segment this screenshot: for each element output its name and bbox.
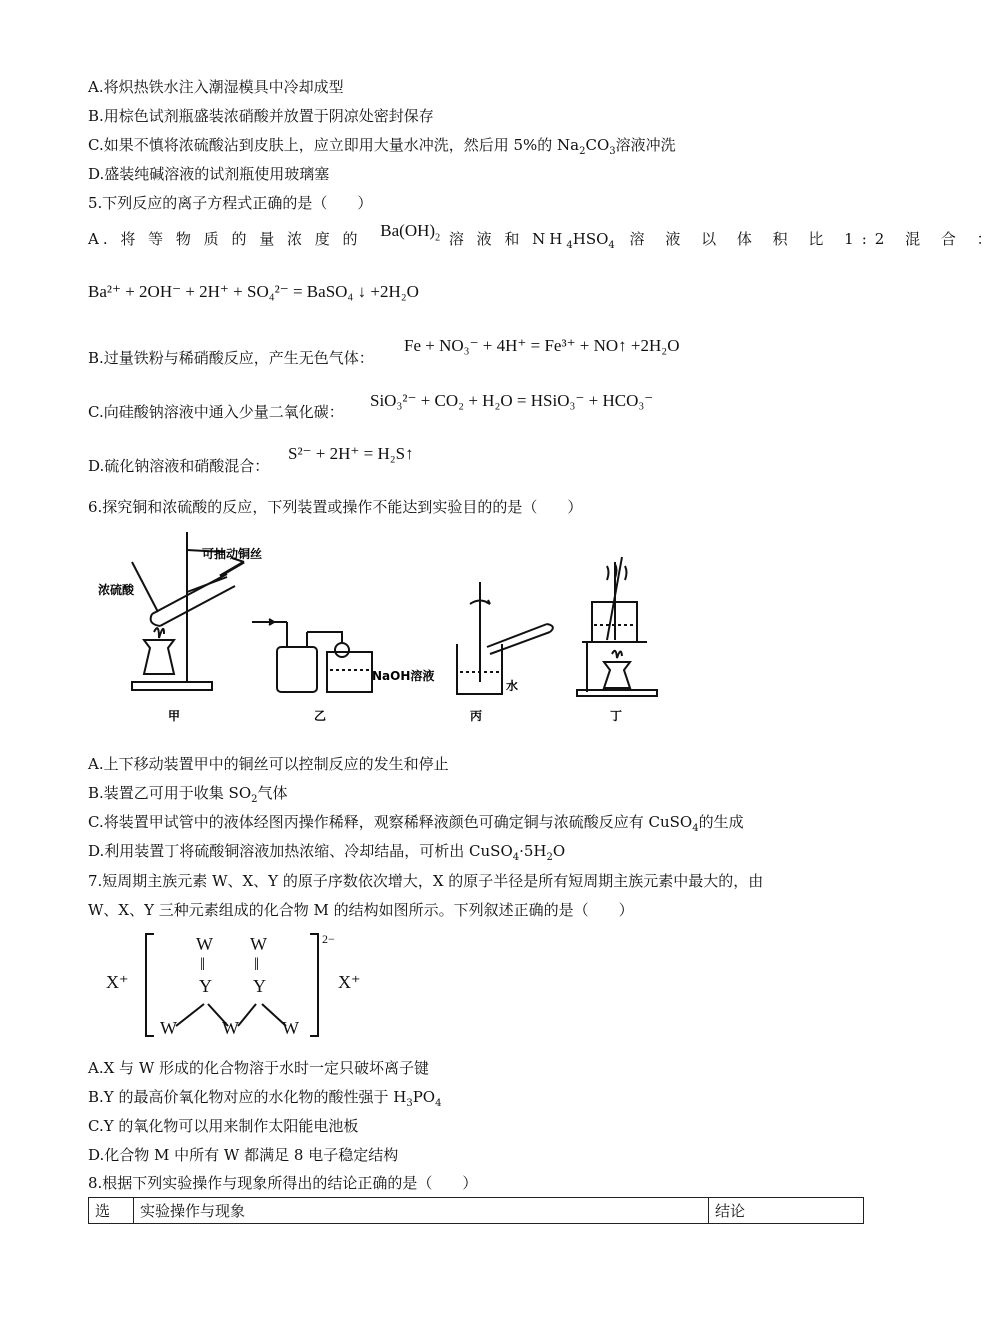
label-yi: 乙 (314, 709, 327, 723)
q4-option-a: A.将炽热铁水注入潮湿模具中冷却成型 (88, 78, 344, 96)
q6-option-a: A.上下移动装置甲中的铜丝可以控制反应的发生和停止 (88, 755, 449, 773)
label-naoh: NaOH溶液 (372, 669, 435, 683)
q4-option-b: B.用棕色试剂瓶盛装浓硝酸并放置于阴凉处密封保存 (88, 107, 434, 125)
struct-x-right: X⁺ (338, 972, 361, 992)
q5-option-b: B.过量铁粉与稀硝酸反应，产生无色气体： (88, 349, 374, 367)
table-header-cell: 实验操作与现象 (134, 1198, 709, 1224)
table-header-cell: 结论 (709, 1198, 864, 1224)
q6-stem: 6.探究铜和浓硫酸的反应，下列装置或操作不能达到实验目的的是（ ） (88, 498, 583, 516)
q6-option-d: D.利用装置丁将硫酸铜溶液加热浓缩、冷却结晶，可析出 $CuSO_4\cdot 5H_2O$ (88, 842, 566, 863)
label-bing: 丙 (470, 709, 483, 723)
q4-option-d: D.盛装纯碱溶液的试剂瓶使用玻璃塞 (88, 165, 330, 183)
struct-x-left: X⁺ (106, 972, 129, 992)
label-conc-acid: 浓硫酸 (98, 583, 135, 597)
q7-option-a: A.X 与 W 形成的化合物溶于水时一定只破坏离子键 (88, 1059, 430, 1077)
struct-w-bottom3: W (282, 1018, 299, 1038)
label-ding: 丁 (610, 709, 623, 723)
table-header-row (89, 1198, 864, 1224)
q5-option-c-equation: SiO₃²⁻ + CO₂ + H₂O = HSiO₃⁻ + HCO₃⁻ (370, 391, 654, 410)
q7-option-b: B.Y 的最高价氧化物对应的水化物的酸性强于 $H_3PO_4$ (88, 1088, 442, 1109)
table-header-cell: 选 (89, 1198, 134, 1224)
struct-w-top1: W (196, 934, 213, 954)
q5-stem: 5.下列反应的离子方程式正确的是（ ） (88, 194, 373, 212)
q8-stem: 8.根据下列实验操作与现象所得出的结论正确的是（ ） (88, 1174, 478, 1192)
q4-option-c: C.如果不慎将浓硫酸沾到皮肤上，应立即用大量水冲洗，然后用 5%的 $Na_2CO_3$溶液冲洗 (88, 136, 676, 157)
struct-w-top2: W (250, 934, 267, 954)
q7-option-d: D.化合物 M 中所有 W 都满足 8 电子稳定结构 (88, 1146, 399, 1164)
q5-option-a: A. 将 等 物 质 的 量 浓 度 的 $Ba(OH)_2$ 溶 液 和 $NH_4HSO_4$ 溶 液 以 体 积 比 1:2 混 合 ： (88, 221, 1000, 251)
yi-collection-bottle (277, 647, 317, 692)
q5-option-c: C.向硅酸钠溶液中通入少量二氧化碳： (88, 403, 344, 421)
jia-copper-wire (220, 562, 244, 576)
yi-absorb-beaker (327, 652, 372, 692)
q6-option-c: C.将装置甲试管中的液体经图丙操作稀释，观察稀释液颜色可确定铜与浓硫酸反应有 CuSO$_4$的生成 (88, 813, 744, 834)
q5-option-a-equation: Ba²⁺ + 2OH⁻ + 2H⁺ + SO₄²⁻ = BaSO₄ ↓ +2H₂O (88, 282, 419, 301)
compound-m-structure (100, 930, 380, 1040)
struct-double-bond1: ‖ (200, 954, 206, 974)
q5-option-d: D.硫化钠溶液和硝酸混合： (88, 457, 270, 475)
label-copper-wire: 可抽动铜丝 (202, 547, 263, 561)
q8-table (88, 1197, 864, 1224)
ding-burner (604, 662, 630, 688)
q6-option-b: B.装置乙可用于收集 $SO_2$气体 (88, 784, 288, 805)
ding-stand-base (577, 690, 657, 696)
struct-y2: Y (253, 976, 266, 996)
apparatus-figure (92, 522, 662, 732)
bing-test-tube (487, 624, 553, 654)
struct-charge: 2− (322, 932, 335, 946)
struct-double-bond2: ‖ (254, 954, 260, 974)
struct-right-bracket (310, 934, 318, 1036)
struct-y1: Y (199, 976, 212, 996)
struct-left-bracket (146, 934, 154, 1036)
label-water: 水 (506, 679, 519, 693)
q7-option-c: C.Y 的氧化物可以用来制作太阳能电池板 (88, 1117, 359, 1135)
jia-stand-base (132, 682, 212, 690)
q5-option-d-equation: S²⁻ + 2H⁺ = H₂S↑ (288, 444, 414, 463)
q7-stem-line1: 7.短周期主族元素 W、X、Y 的原子序数依次增大，X 的原子半径是所有短周期主族元素中最大的，由 (88, 872, 764, 890)
jia-burner (144, 640, 174, 674)
struct-w-bottom1: W (160, 1018, 177, 1038)
q5-option-b-equation: Fe + NO₃⁻ + 4H⁺ = Fe³⁺ + NO↑ +2H₂O (404, 336, 680, 355)
jia-test-tube (151, 574, 235, 626)
struct-w-bottom2: W (222, 1018, 239, 1038)
label-jia: 甲 (168, 709, 181, 723)
q7-stem-line2: W、X、Y 三种元素组成的化合物 M 的结构如图所示。下列叙述正确的是（ ） (88, 901, 634, 919)
